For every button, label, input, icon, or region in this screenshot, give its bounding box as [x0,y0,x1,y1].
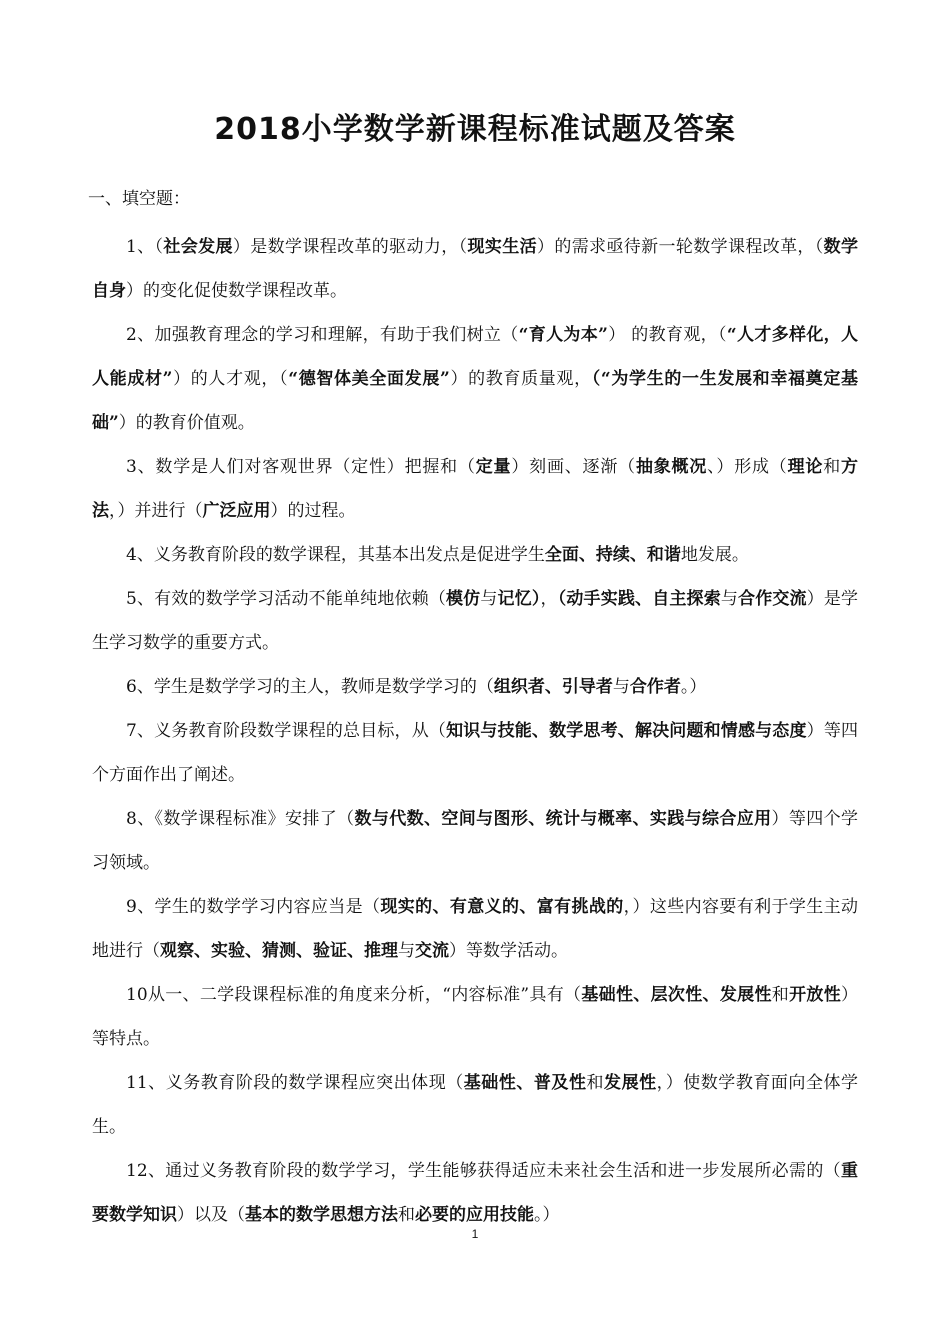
question-text: ） 的教育观，（ [607,325,727,345]
question-text: ，）这些内容要有利于学生主动地进行（ [92,897,859,961]
answer-text: 合作交流 [738,589,807,609]
question-item [92,313,858,445]
answer-text: （动手实践、自主探索 [557,589,721,609]
question-text: ）等四个方面作出了阐述。 [92,721,858,785]
answer-text: 数与代数、空间与图形、统计与概率、实践与综合应用 [354,809,772,829]
question-item [92,885,858,973]
question-text: 6、学生是数学学习的主人，教师是数学学习的（ [126,677,494,697]
question-text: 8、《数学课程标准》安排了（ [126,809,355,829]
answer-text: 交流 [415,941,449,961]
question-text: 与 [480,589,498,609]
answer-text: “育人为本” [518,325,608,345]
question-text: 与 [720,589,739,609]
question-text: 、）形成（ [707,457,788,477]
question-text: ）的变化促使数学课程改革。 [126,281,347,301]
answer-text: 基础性、普及性 [463,1073,587,1093]
answer-text: 开放性 [789,985,842,1005]
question-item [92,533,858,577]
question-item [92,225,858,313]
question-text: ， [540,589,558,609]
question-text: 和 [398,1205,415,1225]
question-text: ）是数学课程改革的驱动力，（ [232,237,468,257]
answer-text: 知识与技能、数学思考、解决问题和情感与态度 [446,721,807,741]
question-text: 12、通过义务教育阶段的数学学习，学生能够获得适应未来社会生活和进一步发展所必需的（ [126,1161,841,1181]
question-text: 1、（ [126,237,164,257]
question-text: 和 [586,1073,605,1093]
question-text: ）等四个学习领域。 [92,809,859,873]
question-text: 和 [823,457,841,477]
question-text: 11、义务教育阶段的数学课程应突出体现（ [126,1073,464,1093]
question-text: ，）并进行（ [109,501,203,521]
question-item [92,577,858,665]
question-text: ）的教育质量观， [449,369,592,389]
question-item [92,797,858,885]
question-text: ）的过程。 [270,501,356,521]
question-text: 5、有效的数学学习活动不能单纯地依赖（ [126,589,446,609]
answer-text: 基本的数学思想方法 [245,1205,398,1225]
question-text: ）刻画、逐渐（ [511,457,636,477]
question-text: ）等数学活动。 [449,941,568,961]
question-text: ）以及（ [177,1205,245,1225]
question-text: ）是学生学习数学的重要方式。 [92,589,859,653]
answer-text: 重要数学知识 [92,1161,858,1225]
question-text: ）的人才观，（ [172,369,289,389]
question-text: 3、数学是人们对客观世界（定性）把握和（ [126,457,476,477]
question-item [92,1149,858,1237]
answer-text: 组织者、引导者 [493,677,613,697]
question-text: 7、义务教育阶段数学课程的总目标，从（ [126,721,447,741]
question-item [92,445,858,533]
answer-text: 合作者 [629,677,681,697]
question-text: 地发展。 [680,545,749,565]
question-item [92,973,858,1061]
answer-text: 现实的、有意义的、富有挑战的 [380,897,624,917]
section-heading: 一、填空题： [88,189,190,209]
question-text: ）的需求亟待新一轮数学课程改革，（ [536,237,824,257]
question-text: 4、义务教育阶段的数学课程，其基本出发点是促进学生 [126,545,545,565]
answer-text: 广泛应用 [202,501,271,521]
question-text: 10从一、二学段课程标准的角度来分析，“内容标准”具有（ [126,985,582,1005]
question-text: 与 [612,677,630,697]
answer-text: “德智体美全面发展” [288,369,450,389]
question-text: ）等特点。 [92,985,859,1049]
answer-text: 发展性 [604,1073,657,1093]
answer-text: 数学自身 [92,237,859,301]
answer-text: 理论 [787,457,824,477]
question-item [92,1061,858,1149]
answer-text: “人才多样化，人人能成材” [92,325,859,389]
question-list [92,225,858,1237]
answer-text: 记忆） [497,589,541,609]
answer-text: 模仿 [445,589,481,609]
answer-text: 必要的应用技能 [415,1205,534,1225]
answer-text: 抽象概况 [635,457,708,477]
question-text: 。） [680,677,707,697]
question-text: ）的教育价值观。 [118,413,255,433]
question-text: 。） [534,1205,560,1225]
answer-text: 方法 [92,457,858,521]
answer-text: 定量 [475,457,512,477]
question-text: ，）使数学教育面向全体学生。 [92,1073,859,1137]
question-item [92,709,858,797]
answer-text: 观察、实验、猜测、验证、推理 [160,941,398,961]
question-text: 和 [771,985,790,1005]
page-title: 2018小学数学新课程标准试题及答案 [214,112,736,147]
answer-text: （“为学生的一生发展和幸福奠定基础” [92,369,859,433]
answer-text: 全面、持续、和谐 [544,545,681,565]
answer-text: 社会发展 [163,237,233,257]
answer-text: 基础性、层次性、发展性 [581,985,772,1005]
question-item [92,665,858,709]
page-number: 1 [471,1227,479,1241]
question-text: 9、学生的数学学习内容应当是（ [126,897,381,917]
question-text: 与 [398,941,415,961]
question-text: 2、加强教育理念的学习和理解，有助于我们树立（ [126,325,519,345]
answer-text: 现实生活 [467,237,537,257]
